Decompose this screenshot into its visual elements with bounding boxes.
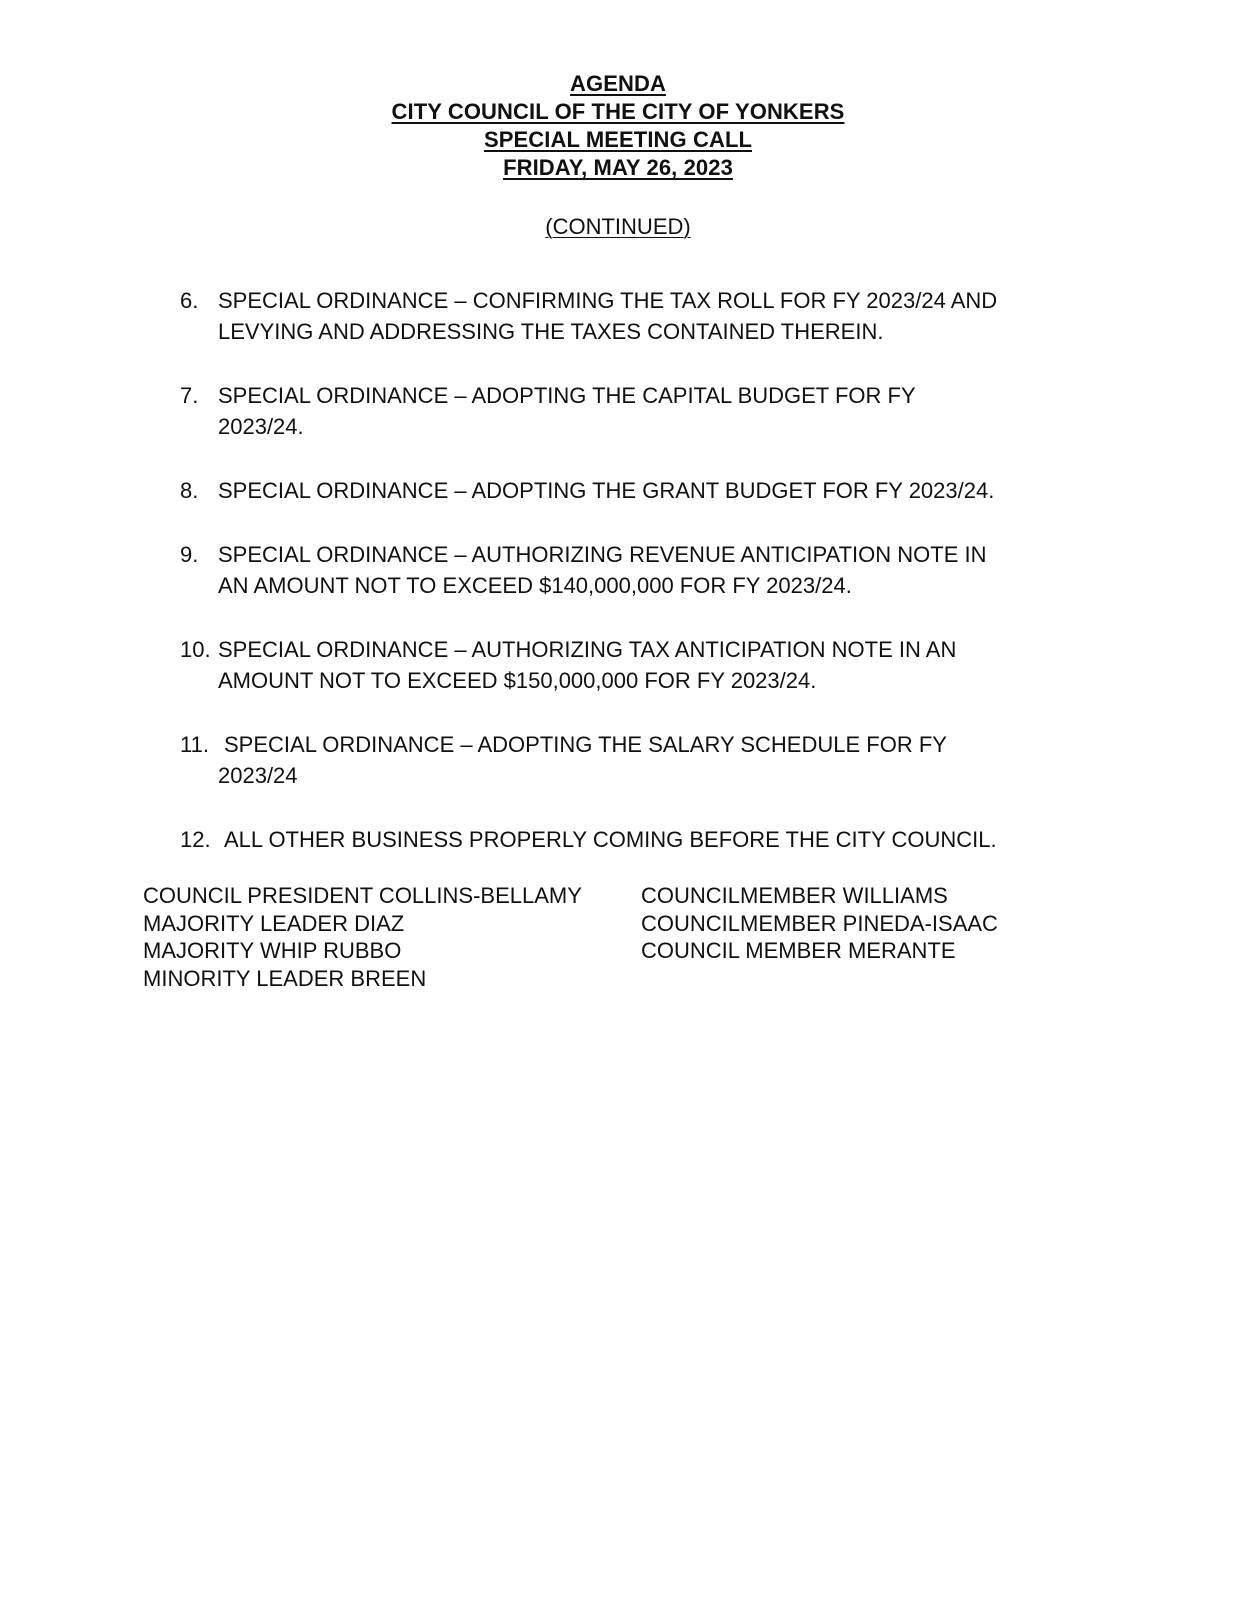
agenda-item-10	[180, 634, 1080, 696]
agenda-item-number: 9.	[180, 542, 199, 567]
member-name: MAJORITY LEADER DIAZ	[143, 910, 405, 936]
agenda-item-text: SPECIAL ORDINANCE – ADOPTING THE SALARY SCHEDULE FOR FY 2023/24	[218, 732, 947, 788]
document-header	[0, 70, 1236, 182]
agenda-item-text: ALL OTHER BUSINESS PROPERLY COMING BEFORE THE CITY COUNCIL.	[224, 827, 997, 852]
agenda-item-text: SPECIAL ORDINANCE – CONFIRMING THE TAX ROLL FOR FY 2023/24 AND LEVYING AND ADDRESSING THE TAXES CONTAINED THEREIN.	[218, 288, 998, 344]
agenda-item-number: 6.	[180, 288, 199, 313]
agenda-item-8	[180, 475, 1080, 506]
members-left-column	[143, 882, 582, 992]
agenda-item-number: 11.	[180, 732, 209, 757]
agenda-item-9	[180, 539, 1080, 601]
members-right-column	[641, 882, 998, 965]
header-council-name: CITY COUNCIL OF THE CITY OF YONKERS	[391, 99, 845, 124]
member-name: COUNCILMEMBER WILLIAMS	[641, 883, 948, 908]
agenda-list	[180, 285, 1080, 888]
member-name: MINORITY LEADER BREEN	[143, 965, 427, 991]
agenda-item-11	[180, 729, 1080, 791]
agenda-item-number: 7.	[180, 383, 199, 408]
member-name: MAJORITY WHIP RUBBO	[143, 938, 402, 963]
agenda-item-text: SPECIAL ORDINANCE – ADOPTING THE GRANT BUDGET FOR FY 2023/24.	[218, 478, 995, 503]
continued-label	[0, 213, 1236, 241]
agenda-item-number: 8.	[180, 478, 199, 503]
agenda-item-12	[180, 824, 1080, 855]
header-date: FRIDAY, MAY 26, 2023	[503, 155, 733, 180]
agenda-item-6	[180, 285, 1080, 347]
header-meeting-type: SPECIAL MEETING CALL	[483, 127, 753, 152]
member-name: COUNCIL PRESIDENT COLLINS-BELLAMY	[143, 883, 582, 908]
agenda-item-7	[180, 380, 1080, 442]
agenda-item-number: 10.	[180, 637, 211, 662]
agenda-item-number: 12.	[180, 827, 211, 852]
member-name: COUNCILMEMBER PINEDA-ISAAC	[641, 910, 998, 936]
agenda-item-text: SPECIAL ORDINANCE – AUTHORIZING REVENUE ANTICIPATION NOTE IN AN AMOUNT NOT TO EXCEED $140,000,000 FOR FY 2023/24.	[218, 542, 987, 598]
continued-text: (CONTINUED)	[545, 214, 691, 239]
header-title: AGENDA	[570, 71, 666, 96]
agenda-item-text: SPECIAL ORDINANCE – ADOPTING THE CAPITAL BUDGET FOR FY 2023/24.	[218, 383, 916, 439]
agenda-item-text: SPECIAL ORDINANCE – AUTHORIZING TAX ANTICIPATION NOTE IN AN AMOUNT NOT TO EXCEED $150,000,000 FOR FY 2023/24.	[218, 637, 957, 693]
member-name: COUNCIL MEMBER MERANTE	[641, 938, 956, 963]
